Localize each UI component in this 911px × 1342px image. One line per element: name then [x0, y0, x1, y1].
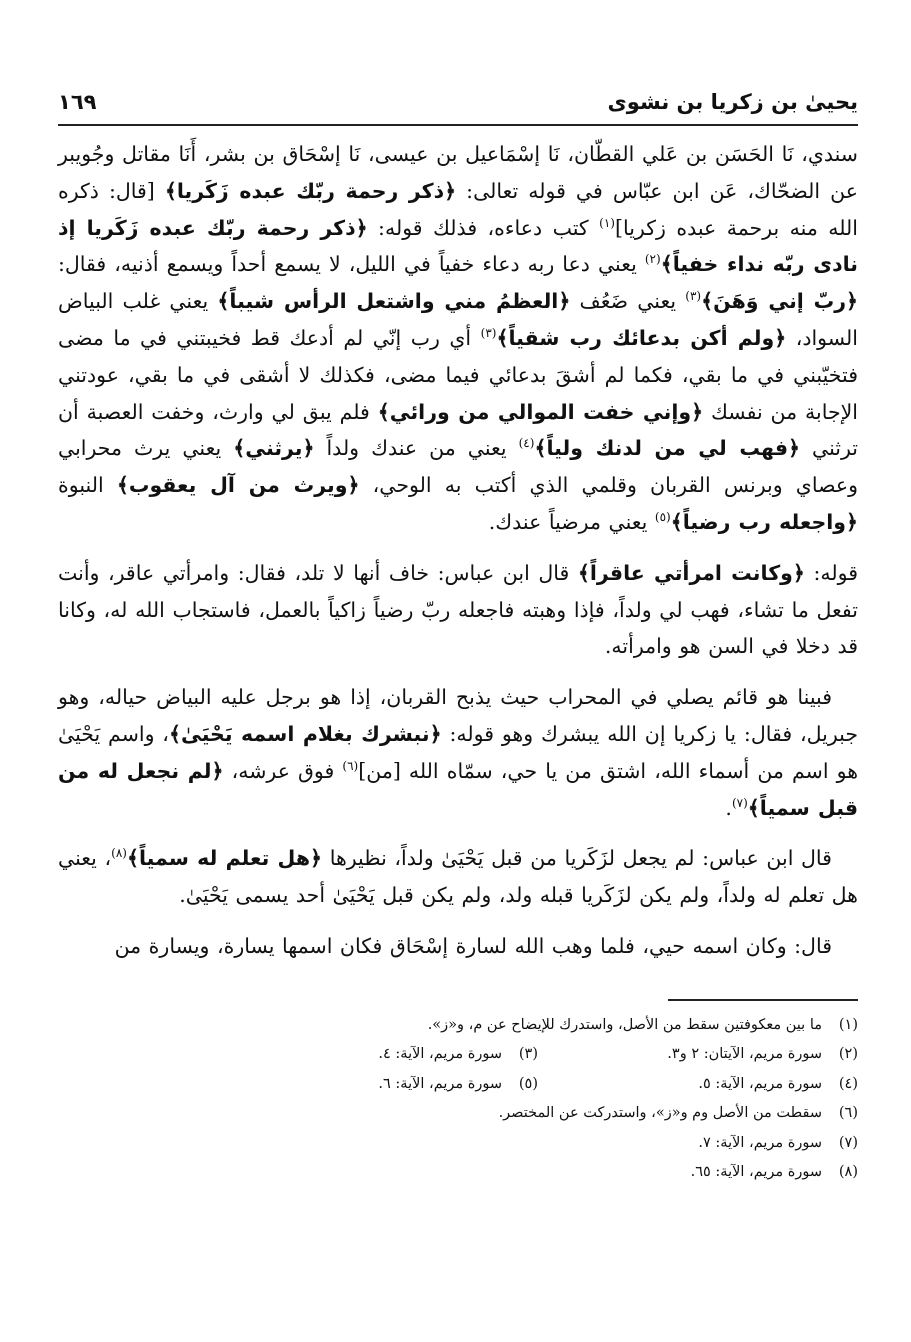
- footnote-text: سورة مريم، الآيتان: ٢ و٣.: [667, 1046, 822, 1063]
- body-text-segment: قال ابن عباس: خاف أنها لا تلد، فقال: وامرأتي عاقر، وأنت تفعل ما تشاء، فهب لي ولداً، فإذا وهبته فاجعله ربّ رضياً زاكياً بالعمل، فاستجاب الله له، وكانا قد دخلا في السن هو وامرأته.: [58, 560, 858, 659]
- footnote-row: [58, 1070, 858, 1100]
- body-text-segment: ، واسم يَحْيَىٰ هو اسم من أسماء الله، اشتق من يا حي، سمّاه الله [من]: [58, 721, 859, 783]
- footnote-row: [58, 1099, 858, 1129]
- body-text-segment: قال ابن عباس: لم يجعل لزَكَريا من قبل يَحْيَىٰ ولداً، نظيرها: [322, 846, 832, 871]
- footnote-text: سقطت من الأصل وم و«ز»، واستدركت عن المختصر.: [498, 1105, 822, 1122]
- footnote-text: سورة مريم، الآية: ٤.: [378, 1046, 502, 1063]
- quran-quote: ﴿ذكر رحمة ربّك عبده زَكَريا إذ نادى ربّه نداء خفياً﴾: [58, 215, 858, 277]
- footnote: [538, 1070, 858, 1100]
- body-text-segment: يعني دعا ربه دعاء خفياً في الليل، لا يسمع أحداً ويسمع أذنيه، فقال:: [58, 252, 645, 277]
- running-header: [58, 80, 858, 124]
- footnote-number: (٧): [838, 1134, 858, 1151]
- body-text-segment: قال: وكان اسمه حيي، فلما وهب الله لسارة إسْحَاق فكان اسمها يسارة، ويسارة من: [114, 933, 832, 958]
- body-text-segment: ، يعني هل تعلم له ولداً، ولم يكن لزَكَريا قبله ولد، ولم يكن قبل يَحْيَىٰ أحد يسمى يَحْيَىٰ.: [58, 846, 858, 908]
- quran-quote: ﴿ويرث من آل يعقوب﴾: [116, 473, 360, 498]
- body-text-segment: .: [725, 795, 732, 820]
- running-title: يحيىٰ بن زكريا بن نشوى: [607, 90, 858, 114]
- footnote-number: (١): [838, 1016, 858, 1033]
- footnote-marker: (٣): [480, 326, 497, 341]
- page-number: ١٦٩: [58, 90, 97, 114]
- footnote: [218, 1070, 538, 1100]
- footnote-number: (٣): [518, 1046, 538, 1063]
- footnote-text: سورة مريم، الآية: ٦٥.: [690, 1164, 822, 1181]
- quran-quote: ﴿واجعله رب رضياً﴾: [670, 509, 858, 534]
- footnote-row: [58, 1129, 858, 1159]
- footnotes: [58, 1011, 858, 1188]
- footnote-marker: (٥): [654, 510, 671, 525]
- body-text-segment: فوق عرشه،: [223, 758, 343, 783]
- footnote: [218, 1040, 538, 1070]
- quran-quote: ﴿فهب لي من لدنك ولياً﴾: [534, 436, 801, 461]
- footnote-number: (٥): [518, 1075, 538, 1092]
- footnote-marker: (٨): [111, 846, 127, 861]
- body-text-segment: [قال: ذكره الله منه برحمة عبده زكريا]: [58, 178, 858, 240]
- quran-quote: ﴿العظمُ مني واشتعل الرأس شيباً﴾: [217, 289, 571, 314]
- paragraph: [58, 679, 858, 826]
- body-text-segment: سندي، نَا الحَسَن بن عَلي القطّان، نَا إسْمَاعيل بن عيسى، نَا إسْحَاق بن بشر، أَنَا مقاتل وجُويبر عن الضحّاك، عَن ابن عبّاس في قوله تعالى:: [58, 142, 858, 203]
- body-text-segment: فلم يبق لي وارث، وخفت العصبة أن ترثني: [58, 399, 859, 461]
- footnote-marker: (٢): [644, 252, 661, 267]
- paragraph: [58, 928, 858, 965]
- body-text-segment: يعني غلب البياض السواد،: [58, 289, 858, 350]
- body-text-segment: كتب دعاءه، فذلك قوله:: [367, 215, 600, 240]
- body-text-segment: النبوة: [58, 473, 117, 498]
- body-text-segment: قوله:: [804, 560, 858, 585]
- body-text-segment: يعني من عندك ولداً: [314, 436, 519, 461]
- quran-quote: ﴿يرثني﴾: [233, 436, 315, 461]
- footnote-marker: (٣): [685, 289, 702, 304]
- footnote-text: سورة مريم، الآية: ٥.: [698, 1075, 822, 1092]
- footnote: [691, 1158, 858, 1188]
- paragraph: [58, 136, 858, 541]
- footnote: [538, 1040, 858, 1070]
- footnote-text: سورة مريم، الآية: ٧.: [698, 1134, 822, 1151]
- footnote-row: [58, 1158, 858, 1188]
- quran-quote: ﴿هل تعلم له سمياً﴾: [126, 846, 323, 871]
- footnote: [428, 1011, 858, 1041]
- quran-quote: ﴿ربّ إني وَهَنَ﴾: [701, 289, 859, 314]
- footnote: [499, 1099, 858, 1129]
- footnote-number: (٨): [838, 1164, 858, 1181]
- footnote-number: (٤): [838, 1075, 858, 1092]
- footnote-text: ما بين معكوفتين سقط من الأصل، واستدرك للإيضاح عن م، و«ز».: [427, 1016, 822, 1033]
- quran-quote: ﴿وإني خفت الموالي من ورائي﴾: [377, 399, 704, 424]
- paragraph: [58, 555, 858, 665]
- document-page: [58, 80, 858, 1188]
- body-text-segment: يعني ضَعُف: [570, 289, 686, 314]
- body-text-segment: يعني مرضياً عندك.: [488, 509, 655, 534]
- body-text: [58, 136, 858, 965]
- footnote-number: (٢): [838, 1046, 858, 1063]
- footnote-marker: (٦): [342, 758, 359, 773]
- quran-quote: ﴿لم نجعل له من قبل سمياً﴾: [58, 758, 858, 820]
- footnote-number: (٦): [838, 1105, 858, 1122]
- footnote-row: [58, 1040, 858, 1070]
- quran-quote: ﴿وكانت امرأتي عاقراً﴾: [577, 560, 805, 585]
- body-text-segment: يعني يرث محرابي وعصاي وبرنس القربان وقلمي الذي أكتب به الوحي،: [58, 436, 858, 498]
- quran-quote: ﴿ذكر رحمة ربّك عبده زَكَريا﴾: [164, 178, 457, 203]
- footnote-marker: (٤): [518, 436, 535, 451]
- header-rule: [58, 124, 858, 126]
- footnote-rule: [668, 999, 858, 1001]
- footnote: [698, 1129, 858, 1159]
- quran-quote: ﴿ولم أكن بدعائك رب شقياً﴾: [496, 325, 787, 350]
- paragraph: [58, 840, 858, 914]
- footnote-marker: (٧): [731, 795, 748, 810]
- body-text-segment: أي رب إنّي لم أدعك قط فخيبتني في ما مضى فتخيّبني في ما بقي، فكما لم أشقَ بدعائي فيما مضى، فكذلك لا أشقى في ما بقي، عودتني الإجابة من نفسك: [58, 325, 859, 424]
- quran-quote: ﴿نبشرك بغلام اسمه يَحْيَىٰ﴾: [168, 721, 442, 746]
- footnote-text: سورة مريم، الآية: ٦.: [378, 1075, 502, 1092]
- footnote-marker: (١): [599, 215, 615, 230]
- body-text-segment: فبينا هو قائم يصلي في المحراب حيث يذبح القربان، إذا هو برجل عليه البياض حياله، وهو جبريل، فقال: يا زكريا إن الله يبشرك وهو قوله:: [58, 685, 859, 746]
- footnote-row: [58, 1011, 858, 1041]
